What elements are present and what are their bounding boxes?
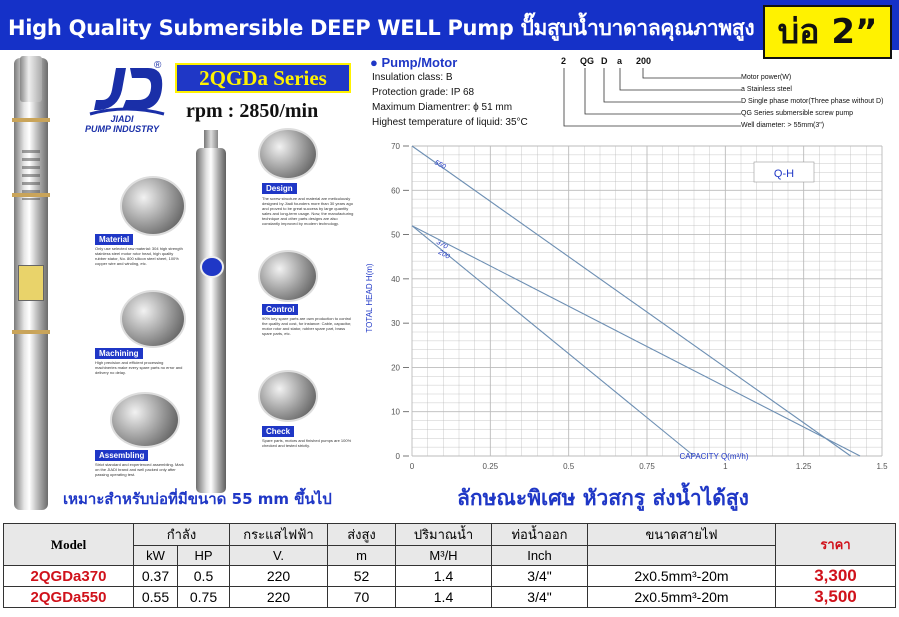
chart-series bbox=[412, 146, 860, 456]
table-row bbox=[4, 566, 896, 587]
unit-volt: V. bbox=[230, 546, 328, 566]
series-label-370: 370 bbox=[435, 239, 449, 251]
row-kw: 0.37 bbox=[134, 566, 178, 587]
chart-ylabel: TOTAL HEAD H(m) bbox=[365, 263, 374, 333]
x-tick-label: 0 bbox=[409, 462, 415, 471]
col-cable: ขนาดสายไฟ bbox=[588, 524, 776, 546]
callout-check-title: Check bbox=[262, 426, 294, 437]
spec-temperature: Highest temperature of liquid: 35°C bbox=[372, 117, 528, 128]
y-tick-label: 30 bbox=[391, 319, 400, 329]
callout-machining-title: Machining bbox=[95, 348, 143, 359]
unit-flow: M³/H bbox=[396, 546, 492, 566]
callout-material-text: Only use selected raw material: 304 high strength stainless steel motor rotor head, high quality rubber stator, No. 800 silicon steel sheet, 100% copper wire and winding, etc. bbox=[95, 246, 183, 266]
row-head: 70 bbox=[328, 587, 396, 608]
well-size-note: เหมาะสำหรับบ่อที่มีขนาด 55 mm ขึ้นไป bbox=[63, 490, 332, 508]
code-desc-phase: D Single phase motor(Three phase without D) bbox=[741, 98, 884, 105]
row-volt: 220 bbox=[230, 566, 328, 587]
x-tick-label: 1 bbox=[723, 462, 728, 471]
pump-band bbox=[12, 330, 50, 334]
series-label-550: 550 bbox=[433, 159, 447, 171]
x-tick-label: 0.75 bbox=[639, 462, 655, 471]
col-head: ส่งสูง bbox=[328, 524, 396, 546]
callout-assembling-text: Strict standard and experienced assembling. Mark on the JIADI brand and well packed only after passing operating test. bbox=[95, 462, 184, 477]
row-price: 3,300 bbox=[776, 566, 896, 587]
row-cable: 2x0.5mm³-20m bbox=[588, 566, 776, 587]
spec-insulation: Insulation class: B bbox=[372, 72, 453, 83]
pump-band bbox=[12, 118, 50, 122]
callout-control-text: 90% key spare parts are own production to control the quality and cost, for instance: Cable, capacitor, motor rotor and stator, rubber spare part, brass spare parts, etc. bbox=[262, 316, 352, 336]
pump-nameplate bbox=[18, 265, 44, 301]
code-part-material: a bbox=[617, 56, 623, 66]
price-table bbox=[3, 523, 896, 608]
code-part-series: QG bbox=[580, 56, 595, 66]
row-hp: 0.75 bbox=[178, 587, 230, 608]
center-pump-logo bbox=[200, 256, 224, 278]
col-price: ราคา bbox=[776, 524, 896, 566]
chart-xlabel: CAPACITY Q(m³/h) bbox=[679, 452, 749, 461]
qh-chart bbox=[362, 138, 889, 488]
callout-design-title: Design bbox=[262, 183, 297, 194]
code-part-phase: D bbox=[601, 56, 608, 66]
table-header-row bbox=[4, 524, 896, 546]
y-tick-label: 0 bbox=[395, 452, 400, 461]
callout-check-text: Spare parts, motors and finished pumps are 100% checked and tested strictly. bbox=[262, 438, 352, 448]
col-flow: ปริมาณน้ำ bbox=[396, 524, 492, 546]
brand-tagline: PUMP INDUSTRY bbox=[84, 124, 159, 134]
row-cable: 2x0.5mm³-20m bbox=[588, 587, 776, 608]
callout-design-text: The screw structure and material are meticulously designed by Jiadi founders more than 30 years ago and proved to be great success by large quantity sales and long-term usage. Now, the manufacturing technique and other parts designs are also constantly improved by modern technology. bbox=[262, 196, 354, 226]
y-tick-label: 10 bbox=[391, 407, 400, 417]
row-flow: 1.4 bbox=[396, 587, 492, 608]
code-desc-material: a Stainless steel bbox=[741, 86, 792, 93]
feature-note: ลักษณะพิเศษ หัวสกรู ส่งน้ำได้สูง bbox=[457, 486, 749, 510]
callout-control-title: Control bbox=[262, 304, 298, 315]
pump-motor-heading-text: Pump/Motor bbox=[381, 55, 458, 70]
row-hp: 0.5 bbox=[178, 566, 230, 587]
spec-protection: Protection grade: IP 68 bbox=[372, 87, 475, 98]
row-model: 2QGDa370 bbox=[4, 566, 134, 587]
row-kw: 0.55 bbox=[134, 587, 178, 608]
code-part-well: 2 bbox=[561, 56, 567, 66]
chart-grid bbox=[412, 146, 882, 456]
callout-machining-text: High precision and efficient processing machineries make every spare parts no error and delivery no delay. bbox=[95, 360, 183, 375]
spec-diameter: Maximum Diamentrer: ϕ 51 mm bbox=[372, 102, 513, 113]
col-power: กำลัง bbox=[134, 524, 230, 546]
y-tick-label: 20 bbox=[391, 363, 400, 373]
x-tick-label: 1.25 bbox=[795, 462, 812, 471]
table-row bbox=[4, 587, 896, 608]
registered-mark: ® bbox=[154, 60, 162, 71]
chart-title: Q-H bbox=[773, 168, 795, 180]
y-tick-label: 60 bbox=[391, 186, 400, 196]
check-photo bbox=[258, 370, 318, 422]
machining-photo bbox=[120, 290, 186, 348]
unit-head: m bbox=[328, 546, 396, 566]
row-volt: 220 bbox=[230, 587, 328, 608]
code-desc-series: QG Series submersible screw pump bbox=[741, 110, 854, 117]
row-outlet: 3/4" bbox=[492, 566, 588, 587]
col-current: กระแสไฟฟ้า bbox=[230, 524, 328, 546]
x-tick-label: 0.25 bbox=[482, 462, 499, 471]
row-head: 52 bbox=[328, 566, 396, 587]
pump-outlet-cap bbox=[20, 56, 42, 102]
page-title: High Quality Submersible DEEP WELL Pump ปั๊มสูบน้ำบาดาลคุณภาพสูง bbox=[8, 16, 755, 40]
pump-intake-holes bbox=[22, 150, 40, 200]
col-outlet: ท่อน้ำออก bbox=[492, 524, 588, 546]
table-unit-row bbox=[4, 546, 896, 566]
row-flow: 1.4 bbox=[396, 566, 492, 587]
y-tick-label: 40 bbox=[391, 274, 400, 284]
unit-outlet: Inch bbox=[492, 546, 588, 566]
rpm-label: rpm : 2850/min bbox=[186, 100, 319, 122]
center-pump-image bbox=[196, 148, 226, 493]
assembling-photo bbox=[110, 392, 180, 448]
y-tick-label: 50 bbox=[391, 230, 400, 240]
well-size-badge: บ่อ 2” bbox=[763, 5, 892, 59]
code-part-power: 200 bbox=[636, 56, 652, 66]
row-model: 2QGDa550 bbox=[4, 587, 134, 608]
code-desc-power: Motor power(W) bbox=[741, 74, 792, 81]
brand-name bbox=[72, 114, 172, 134]
material-photo bbox=[120, 176, 186, 236]
unit-hp: HP bbox=[178, 546, 230, 566]
x-tick-label: 1.5 bbox=[876, 462, 888, 471]
unit-kw: kW bbox=[134, 546, 178, 566]
series-label-200: 200 bbox=[437, 249, 451, 261]
design-photo bbox=[258, 128, 318, 180]
code-desc-well: Well diameter: > 55mm(3") bbox=[741, 122, 825, 129]
pump-motor-heading: ● Pump/Motor bbox=[370, 55, 458, 70]
callout-material-title: Material bbox=[95, 234, 133, 245]
callout-assembling-title: Assembling bbox=[95, 450, 148, 461]
y-tick-label: 70 bbox=[391, 142, 400, 151]
control-photo bbox=[258, 250, 318, 302]
row-price: 3,500 bbox=[776, 587, 896, 608]
unit-cable bbox=[588, 546, 776, 566]
col-model: Model bbox=[4, 524, 134, 566]
x-tick-label: 0.5 bbox=[563, 462, 575, 471]
brand-name-text: JIADI bbox=[110, 114, 134, 124]
series-label: 2QGDa Series bbox=[175, 63, 351, 93]
model-code-connectors bbox=[555, 66, 745, 132]
row-outlet: 3/4" bbox=[492, 587, 588, 608]
